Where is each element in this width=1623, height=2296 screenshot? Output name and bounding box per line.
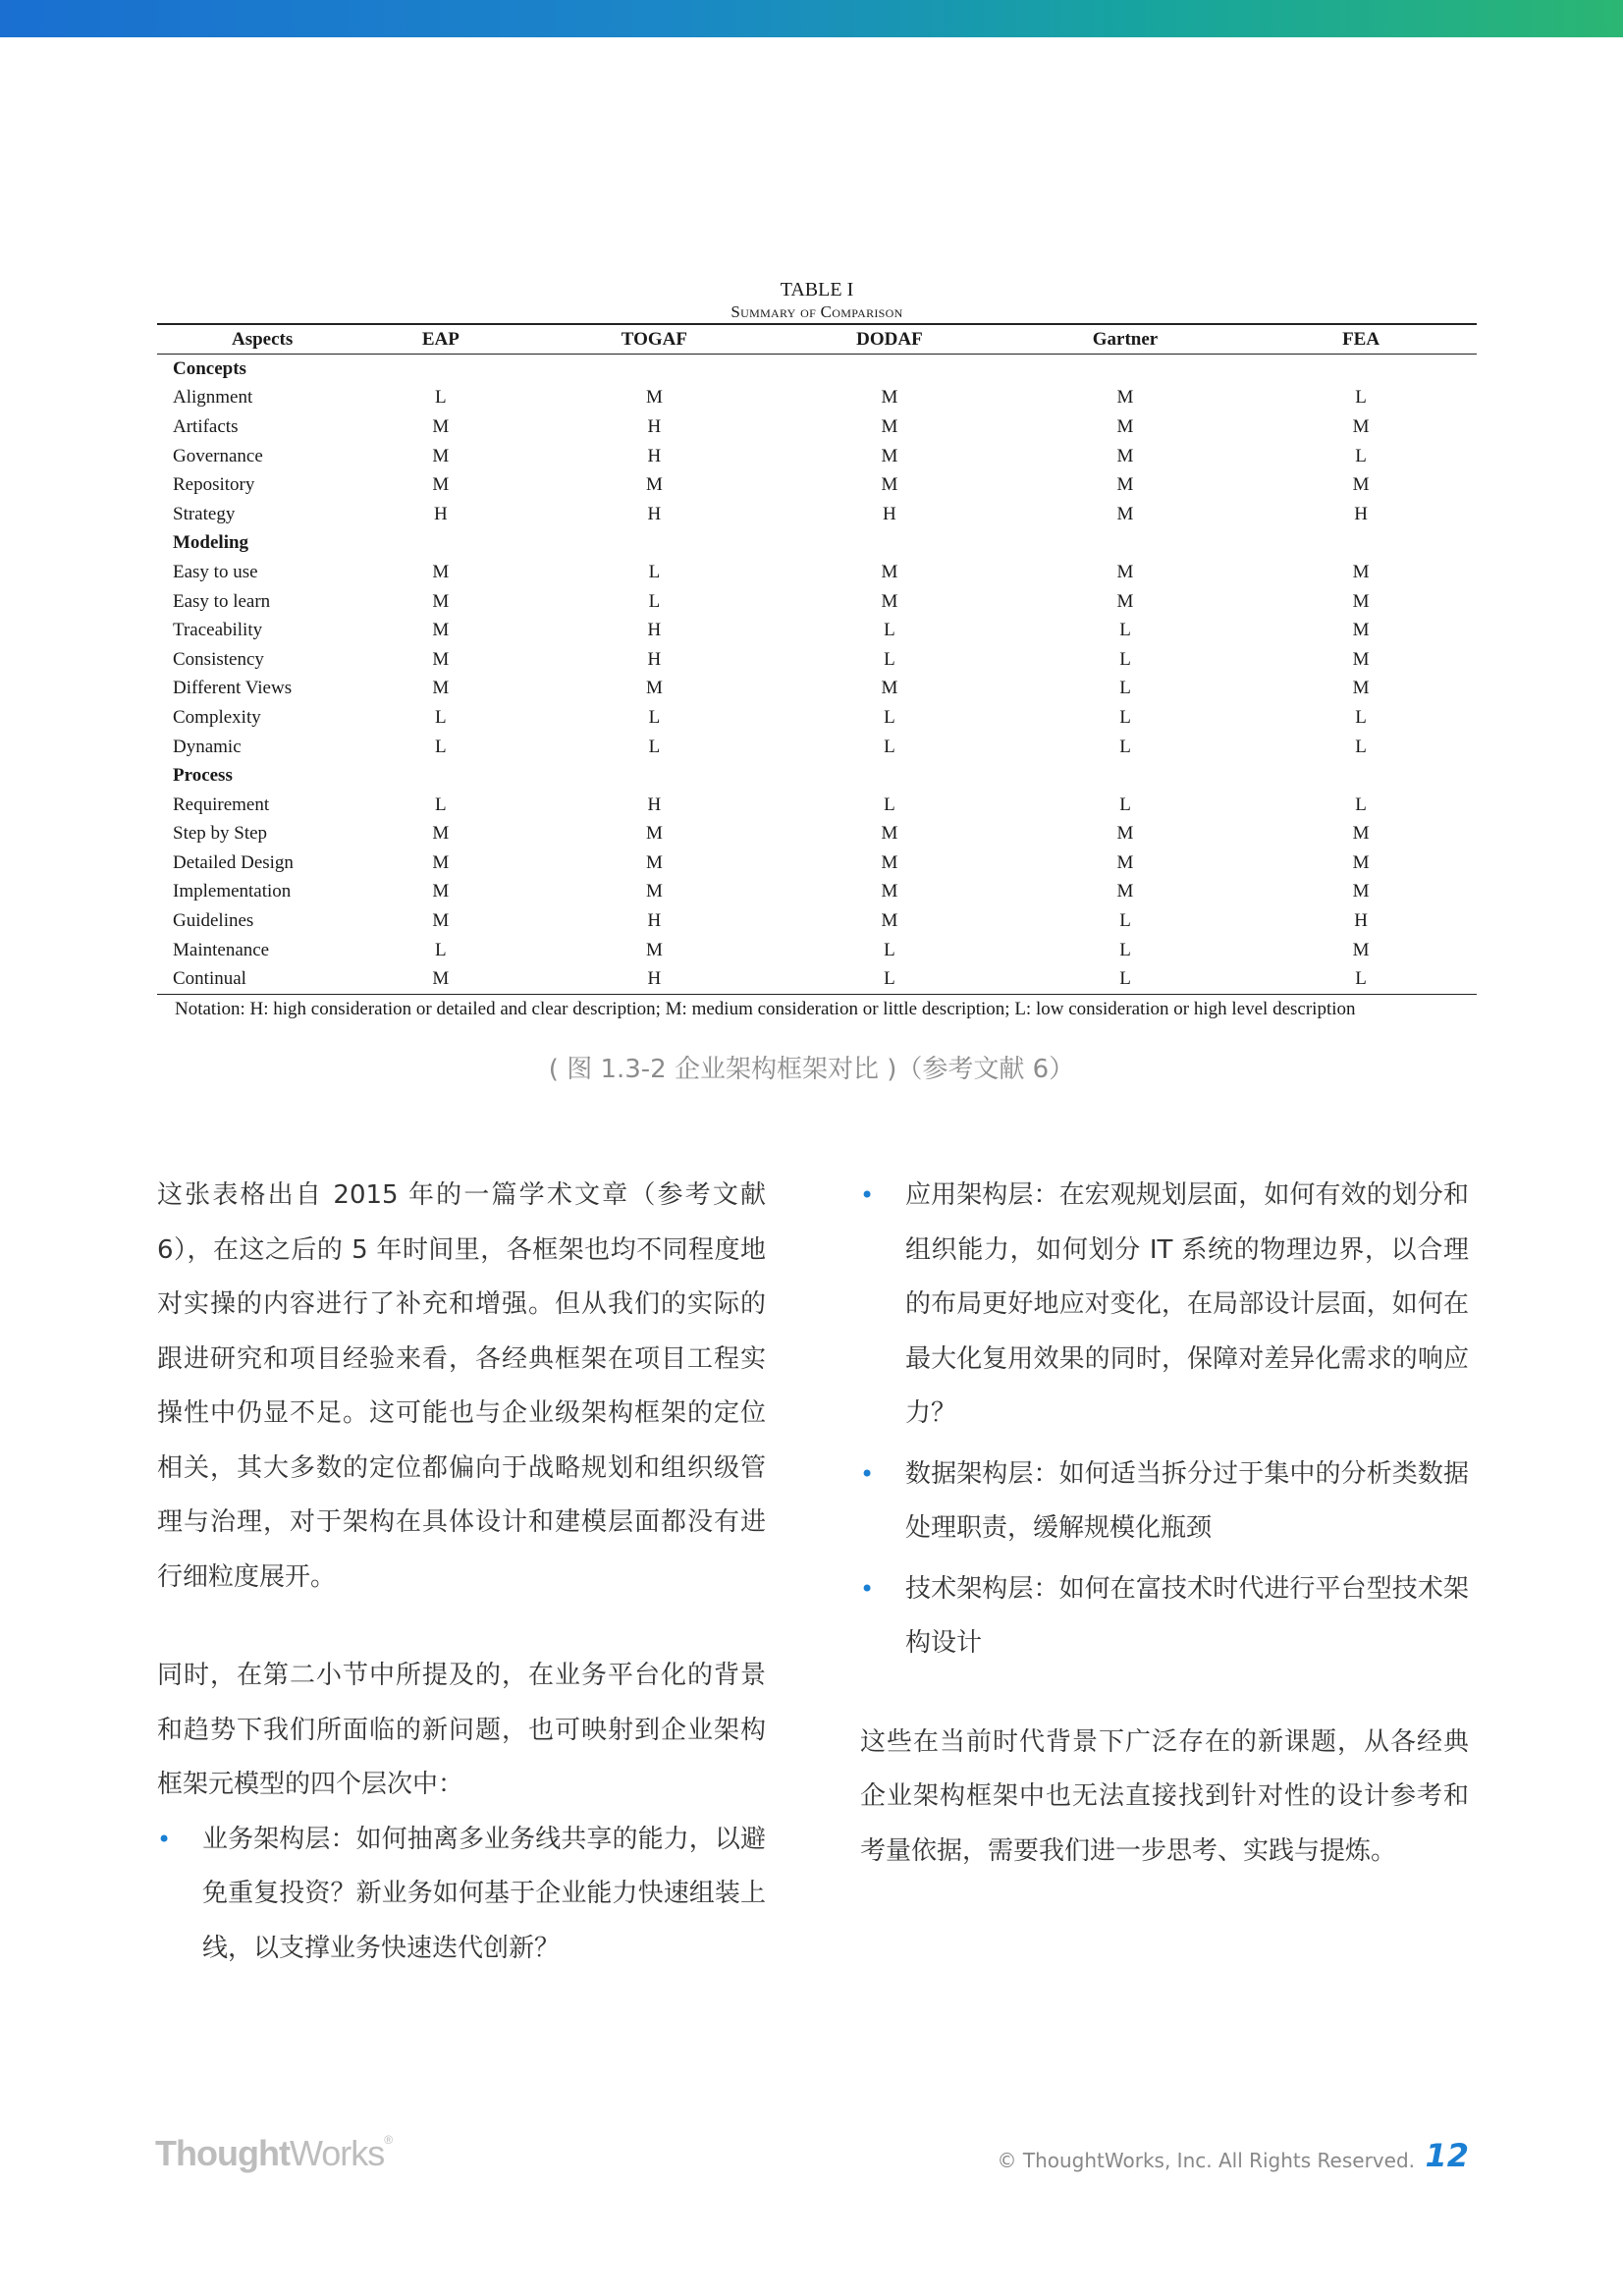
table-cell: L <box>884 793 895 815</box>
table-cell: L <box>1119 706 1131 728</box>
table-cell: L <box>435 736 447 757</box>
table-cell: L <box>1355 706 1367 728</box>
table-row <box>157 848 1477 878</box>
page-number: 12 <box>1425 2137 1469 2174</box>
comparison-table <box>157 323 1477 995</box>
figure-caption: ( 图 1.3-2 企业架构框架对比 )（参考文献 6） <box>548 1055 1075 1084</box>
table-row <box>157 936 1477 965</box>
list-item-text: 技术架构层：如何在富技术时代进行平台型技术架构设计 <box>905 1573 1469 1658</box>
row-label: Different Views <box>173 678 293 699</box>
table-cell: L <box>1119 939 1131 960</box>
table-cell: M <box>645 851 663 873</box>
table-cell: M <box>432 910 450 932</box>
list-item <box>860 1169 1469 1442</box>
table-section-row <box>157 355 1477 384</box>
table-cell: H <box>647 620 662 641</box>
table-cell: H <box>647 648 662 670</box>
header-eap: EAP <box>347 324 535 355</box>
table-row <box>157 878 1477 907</box>
table-cell: M <box>1116 823 1134 845</box>
table-cell: M <box>432 823 450 845</box>
table-cell: L <box>1005 964 1245 994</box>
section-label: Process <box>173 765 233 787</box>
table-cell: M <box>881 415 898 437</box>
table-cell: M <box>1352 474 1370 496</box>
table-cell: L <box>1119 910 1131 932</box>
table-cell: M <box>1352 415 1370 437</box>
table-cell: L <box>435 793 447 815</box>
table-cell: L <box>884 648 895 670</box>
thoughtworks-logo: ThoughtWorks® <box>155 2133 394 2173</box>
table-cell: M <box>881 590 898 612</box>
table-cell: L <box>648 706 661 728</box>
table-cell: M <box>645 823 663 845</box>
table-cell: L <box>435 387 447 409</box>
table-cell: M <box>881 387 898 409</box>
table-cell: L <box>884 736 895 757</box>
table-cell: M <box>881 881 898 902</box>
table-cell: M <box>1116 503 1134 524</box>
header-dodaf: DODAF <box>774 324 1005 355</box>
table-cell: M <box>645 474 663 496</box>
table-section-row <box>157 761 1477 791</box>
table-cell: M <box>1352 939 1370 960</box>
table-cell: M <box>1116 851 1134 873</box>
bullet-icon: • <box>860 1181 875 1209</box>
table-cell: M <box>432 590 450 612</box>
table-cell: M <box>432 561 450 582</box>
table-cell: L <box>884 706 895 728</box>
left-column <box>157 1169 766 1976</box>
table-row <box>157 733 1477 762</box>
paragraph: 同时，在第二小节中所提及的，在业务平台化的背景和趋势下我们所面临的新问题，也可映射到企业架构框架元模型的四个层次中： <box>157 1661 766 1799</box>
table-cell: M <box>1352 881 1370 902</box>
table-cell: M <box>432 648 450 670</box>
table-cell: L <box>774 964 1005 994</box>
table-cell: M <box>1352 590 1370 612</box>
table-subtitle: Summary of Comparison <box>730 302 903 321</box>
table-row <box>157 587 1477 617</box>
list-item <box>860 1562 1469 1671</box>
table-cell: H <box>883 503 896 524</box>
table-cell: H <box>1354 910 1368 932</box>
table-cell: L <box>648 590 661 612</box>
table-cell: L <box>884 620 895 641</box>
table-row <box>157 558 1477 587</box>
table-cell: L <box>1245 964 1477 994</box>
table-cell: L <box>1119 648 1131 670</box>
row-label: Guidelines <box>173 910 254 932</box>
table-cell: M <box>432 881 450 902</box>
table-cell: L <box>1355 736 1367 757</box>
top-gradient-bar <box>0 0 1623 37</box>
table-cell: H <box>647 910 662 932</box>
row-label: Dynamic <box>173 736 242 757</box>
table-cell: L <box>1119 678 1131 699</box>
table-cell: L <box>648 736 661 757</box>
table-cell: H <box>433 503 448 524</box>
table-row <box>157 820 1477 849</box>
table-cell: M <box>881 474 898 496</box>
table-cell: L <box>435 706 447 728</box>
section-label: Modeling <box>173 532 249 554</box>
table-cell: M <box>1116 415 1134 437</box>
header-gartner: Gartner <box>1005 324 1245 355</box>
list-item <box>860 1448 1469 1557</box>
table-cell: M <box>432 445 450 466</box>
header-fea: FEA <box>1245 324 1477 355</box>
table-section-row <box>157 529 1477 559</box>
row-label: Consistency <box>173 648 264 670</box>
section-label: Concepts <box>173 357 246 379</box>
table-cell: M <box>645 881 663 902</box>
table-row <box>157 645 1477 675</box>
row-label: Continual <box>157 964 347 994</box>
list-item-text: 业务架构层：如何抽离多业务线共享的能力，以避免重复投资？新业务如何基于企业能力快速组装上线，以支撑业务快速迭代创新？ <box>202 1824 766 1963</box>
table-cell: M <box>432 851 450 873</box>
table-row <box>157 675 1477 704</box>
bullet-icon: • <box>860 1574 875 1603</box>
copyright-text: © ThoughtWorks, Inc. All Rights Reserved. <box>997 2149 1415 2172</box>
row-label: Complexity <box>173 706 261 728</box>
table-row <box>157 906 1477 936</box>
table-cell: L <box>1355 793 1367 815</box>
table-cell: M <box>1352 678 1370 699</box>
table-cell: L <box>1119 736 1131 757</box>
table-cell: L <box>435 939 447 960</box>
table-cell: M <box>1116 445 1134 466</box>
list-item-text: 应用架构层：在宏观规划层面，如何有效的划分和组织能力，如何划分 IT 系统的物理边界，以合理的布局更好地应对变化，在局部设计层面，如何在最大化复用效果的同时，保障对差异化需求的响应力？ <box>905 1180 1469 1428</box>
row-label: Implementation <box>173 881 292 902</box>
paragraph: 这张表格出自 2015 年的一篇学术文章（参考文献 6），在这之后的 5 年时间里，各框架也均不同程度地对实操的内容进行了补充和增强。但从我们的实际的跟进研究和项目经验来看，各经典框架在项目工程实操性中仍显不足。这可能也与企业级架构框架的定位相关，其大多数的定位都偏向于战略规划和组织级管理与治理，对于架构在具体设计和建模层面都没有进行细粒度展开。 <box>157 1180 766 1592</box>
table-cell: H <box>535 964 774 994</box>
table-cell: H <box>647 503 662 524</box>
table-row <box>157 616 1477 645</box>
table-row <box>157 791 1477 820</box>
table-cell: H <box>1354 503 1368 524</box>
table-cell: M <box>347 964 535 994</box>
table-cell: M <box>881 851 898 873</box>
row-label: Detailed Design <box>173 851 294 873</box>
table-cell: M <box>1116 474 1134 496</box>
table-cell: L <box>1355 445 1367 466</box>
table-row <box>157 442 1477 471</box>
row-label: Governance <box>173 445 263 466</box>
table-cell: H <box>647 415 662 437</box>
table-cell: M <box>645 387 663 409</box>
table-cell: M <box>432 474 450 496</box>
row-label: Alignment <box>173 387 253 409</box>
table-row <box>157 964 1477 994</box>
table-cell: M <box>1116 561 1134 582</box>
bullet-list <box>157 1813 766 1977</box>
table-row <box>157 470 1477 500</box>
list-item <box>157 1813 766 1977</box>
paragraph: 这些在当前时代背景下广泛存在的新课题，从各经典企业架构框架中也无法直接找到针对性的设计参考和考量依据，需要我们进一步思考、实践与提炼。 <box>860 1726 1469 1866</box>
row-label: Maintenance <box>173 939 270 960</box>
table-row <box>157 384 1477 413</box>
table-cell: H <box>647 445 662 466</box>
table-cell: M <box>645 678 663 699</box>
table-row <box>157 500 1477 529</box>
row-label: Step by Step <box>173 823 268 845</box>
list-item-text: 数据架构层：如何适当拆分过于集中的分析类数据处理职责，缓解规模化瓶颈 <box>905 1458 1469 1543</box>
table-row <box>157 412 1477 442</box>
bullet-list <box>860 1169 1469 1671</box>
table-row <box>157 703 1477 733</box>
table-cell: M <box>1116 590 1134 612</box>
table-cell: M <box>645 939 663 960</box>
table-cell: L <box>648 561 661 582</box>
table-cell: M <box>1352 648 1370 670</box>
table-body <box>157 355 1477 995</box>
row-label: Repository <box>173 474 255 496</box>
table-header-row <box>157 324 1477 355</box>
table-title: TABLE I <box>780 279 854 301</box>
table-cell: M <box>881 910 898 932</box>
row-label: Artifacts <box>173 415 239 437</box>
bullet-icon: • <box>860 1459 875 1488</box>
table-cell: M <box>432 415 450 437</box>
table-cell: M <box>881 823 898 845</box>
table-cell: M <box>1352 561 1370 582</box>
table-cell: L <box>1119 620 1131 641</box>
row-label: Strategy <box>173 503 236 524</box>
comparison-table-figure <box>157 278 1477 1024</box>
table-cell: M <box>432 678 450 699</box>
table-cell: L <box>884 939 895 960</box>
table-cell: M <box>1116 387 1134 409</box>
table-cell: L <box>1119 793 1131 815</box>
table-cell: M <box>1352 620 1370 641</box>
table-cell: M <box>881 445 898 466</box>
row-label: Easy to learn <box>173 590 271 612</box>
table-cell: M <box>881 561 898 582</box>
row-label: Easy to use <box>173 561 258 582</box>
right-column <box>860 1169 1469 1879</box>
table-cell: M <box>1352 823 1370 845</box>
row-label: Requirement <box>173 793 270 815</box>
table-cell: M <box>881 678 898 699</box>
table-cell: M <box>1116 881 1134 902</box>
bullet-icon: • <box>157 1825 172 1853</box>
table-cell: H <box>647 793 662 815</box>
table-cell: M <box>432 620 450 641</box>
row-label: Traceability <box>173 620 263 641</box>
table-cell: L <box>1355 387 1367 409</box>
table-cell: M <box>1352 851 1370 873</box>
header-aspects: Aspects <box>157 324 347 355</box>
table-notation: Notation: H: high consideration or detailed and clear description; M: medium consideration or little description; L: low consideration or high level description <box>175 999 1356 1020</box>
header-togaf: TOGAF <box>535 324 774 355</box>
